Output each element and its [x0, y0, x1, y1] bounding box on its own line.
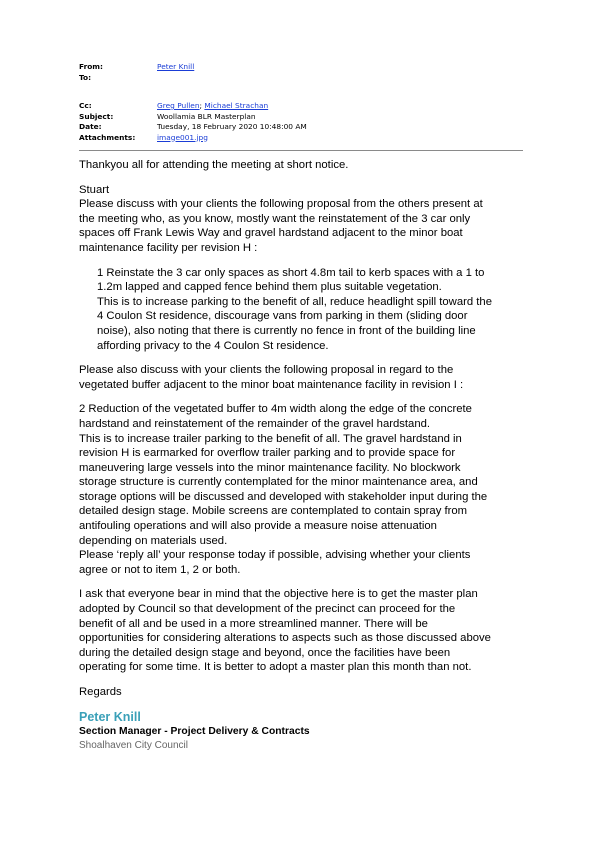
body-paragraph-greeting: Thankyou all for attending the meeting at short notice. [79, 159, 349, 171]
date-row [79, 122, 523, 133]
from-row [79, 62, 523, 73]
cc-label: Cc: [79, 101, 92, 110]
body-paragraph-request-2: Please also discuss with your clients the following proposal in regard to the vegetated buffer adjacent to the minor boat maintenance facility in revision I : [79, 364, 464, 391]
to-row [79, 73, 523, 84]
signature-name: Peter Knill [79, 709, 141, 724]
email-header [79, 62, 523, 143]
body-paragraph-request-1: Stuart Please discuss with your clients the following proposal from the others present at the meeting who, as you know, mostly want the reinstatement of the 3 car only spaces off Frank Lewis Way and gravel hardstand adjacent to the minor boat maintenance facility per revision H : [79, 183, 483, 254]
email-body [79, 158, 529, 752]
subject-label: Subject: [79, 111, 114, 121]
subject-value: Woollamia BLR Masterplan [157, 111, 256, 121]
header-divider [79, 150, 523, 151]
signature-organisation: Shoalhaven City Council [79, 739, 188, 751]
attachments-row [79, 133, 523, 144]
subject-row [79, 112, 523, 123]
cc-separator: ; [199, 101, 205, 110]
from-label: From: [79, 62, 103, 71]
cc-link-1[interactable]: Greg Pullen [157, 101, 200, 110]
signature-title: Section Manager - Project Delivery & Contracts [79, 725, 310, 737]
body-paragraph-closing: I ask that everyone bear in mind that the objective here is to get the master plan adopted by Council so that development of the precinct can proceed for the benefit of all and be used in a more streamlined manner. There will be opportunities for considering alterations to aspects such as those discussed above during the detailed design stage and beyond, once the facilities have been operating for some time. It is better to adopt a master plan this month than not. [79, 588, 491, 674]
to-label: To: [79, 72, 92, 82]
body-paragraph-item-2: 2 Reduction of the vegetated buffer to 4m width along the edge of the concrete hardstand and reinstatement of the remainder of the gravel hardstand. This is to increase trailer parking to the benefit of all. The gravel hardstand in revision H is earmarked for overflow trailer parking and to provide space for maneuvering large vessels into the minor maintenance facility. No blockwork storage structure is currently contemplated for the minor maintenance area, and storage options will be discussed and developed with stakeholder input during the detailed design stage. Mobile screens are contemplated to contain spray from antifouling operations and will also provide a measure noise attenuation depending on materials used. Please ‘reply all’ your response today if possible, advising whether your clients agree or not to item 1, 2 or both. [79, 403, 488, 576]
body-paragraph-item-1: 1 Reinstate the 3 car only spaces as short 4.8m tail to kerb spaces with a 1 to 1.2m lapped and capped fence behind them plus suitable vegetation. This is to increase parking to the benefit of all, reduce headlight spill toward the 4 Coulon St residence, discourage vans from parking in them (sliding door noise), also noting that there is currently no fence in front of the building line affording privacy to the 4 Coulon St residence. [97, 266, 492, 352]
cc-row [79, 101, 523, 112]
cc-value [157, 101, 268, 112]
from-sender-link[interactable]: Peter Knill [157, 62, 195, 71]
cc-link-2[interactable]: Michael Strachan [204, 101, 269, 110]
header-spacer [79, 83, 523, 101]
attachments-label: Attachments: [79, 132, 136, 142]
date-label: Date: [79, 122, 102, 131]
date-value: Tuesday, 18 February 2020 10:48:00 AM [157, 122, 307, 131]
body-regards: Regards [79, 686, 122, 698]
attachment-link[interactable]: image001.jpg [157, 132, 208, 142]
